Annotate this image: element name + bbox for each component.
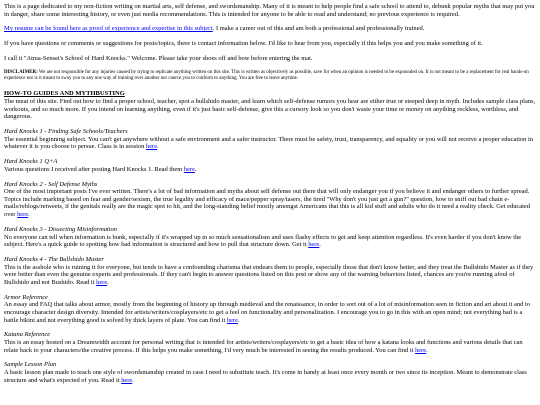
intro-paragraph: This is a page dedicated to my non-fiction writing on martial arts, self defense, and swordsmanship. Many of it is meant to help people find a safe school to attend to, debunk popular myths that may put you in danger, share some interesting history, or even just media recommendations. This is intended for anyone to be able to read and understand; no previous experience is required. <box>4 3 535 18</box>
guide-item <box>4 331 536 354</box>
guide-link[interactable]: here <box>183 165 195 173</box>
guide-text: An essay and FAQ that talks about armor, mostly from the beginning of history up through medieval and the renaissance, in order to sort out of a lot of misinformation seen in fiction and art about it and to encourage character design diversity. Intended for artists/writers/cosplayers/etc to get a feel on functionality and personalization. I encourage you to go in this with an open mind; not everything bad is a battle bikini and not everything good is solved by thick layers of plate. You can find it <box>4 301 530 324</box>
guide-text: One of the most important posts I've ever written. There's a lot of bad information and myths about self defense out there that will only endanger you if you believe it and endanger others to further spread. Topics include marking based on fear and gender/sexism, the true legality and efficacy of mace/pepper spray/tasers, the tired "Why don't you just get a gun?" question, how to sniff out bad chain e-mails/reblogs/retweets, if the genitals really are the magic spot to hit, and the long-standing belief mostly amongst Americans that this is all kid stuff and adults who do it need a reality check. Get educated over <box>4 188 531 219</box>
guide-punct: . <box>28 211 30 219</box>
resume-paragraph <box>4 25 536 33</box>
guide-text: A basic lesson plan made to teach one style of swordsmanship created in case I need to substitute teach. It's come in handy at least once every month or two since its inception. Meant to demonstrate class structure and what's expected of you. Read it <box>4 369 527 384</box>
guide-link[interactable]: here <box>121 376 133 384</box>
guide-text: No everyone can tell when information is bunk, especially if it's wrapped up in so much sensationalism and uses flashy effects to get and keep attention regardless. It's even harder if you don't know the subject. Here's a quick guide to spotting how bad information is structured and how to pull that structure down. Get it <box>4 233 522 249</box>
guide-description <box>4 166 536 174</box>
guide-text: Various questions I received after posting Hard Knocks 1. Read them <box>4 165 184 173</box>
guide-link[interactable]: here <box>17 211 29 219</box>
guide-description <box>4 339 536 354</box>
guide-link[interactable]: here <box>308 241 320 249</box>
welcome-paragraph: I call it "Atma-Sensei's School of Hard Knocks." Welcome. Please take your shoes off and bow before entering the mat. <box>4 55 313 63</box>
guide-punct: . <box>107 278 109 286</box>
guide-item <box>4 361 536 384</box>
guide-punct: . <box>426 346 428 354</box>
guide-punct: . <box>238 316 240 324</box>
guide-title: Hard Knocks 4 - The Bullshido Master <box>4 256 104 264</box>
guide-title: Armor Reference <box>4 293 48 301</box>
guide-description <box>4 369 536 384</box>
guide-text: The essential beginning subject. You can't get anywhere without a safe environment and a safer instructor. There must be safety, trust, transparency, and equality or you will not receive a proper education in whatever it is you choose to persue. Class is in session <box>4 135 533 151</box>
guide-description <box>4 136 536 151</box>
guide-item <box>4 128 536 151</box>
guide-description <box>4 234 536 249</box>
disclaimer-label: DISCLAIMER: <box>4 70 38 76</box>
guide-link[interactable]: here <box>145 143 158 151</box>
guide-item <box>4 158 536 173</box>
guide-title: Hard Knocks 1 Q+A <box>4 158 58 166</box>
guide-text: This is the asshole who is ruining it for everyone, but tends to have a confounding charisma that endears them to people, especially those that don't know better, and they treat the Bullshido Master as if they were better than even the genuine experts and professionals. If they can't begin to answer questions listed on this post or show any of the warning behaviors listed, chances are you're running afoul of Bullshido and not Bushido. Read it <box>4 263 534 286</box>
guide-title: Hard Knocks 3 - Dissecting Misinformation <box>4 225 117 233</box>
resume-rest-text: . I make a career out of this and am both a professional and professionally trained. <box>212 25 425 33</box>
disclaimer-text: We are not responsible for any injuries caused by trying to replicate anything written on this site. This is written as objectively as possible, save for when an opinion is needed to be expounded on. It is not meant to be a replacement for real hands-on experience nor is it meant to sway you to any one way of training over another nor coerce you to conform to anything. You are free to leave anytime. <box>4 70 529 82</box>
guide-description <box>4 264 536 287</box>
guide-title: Sample Lesson Plan <box>4 361 57 369</box>
guides-intro: The meat of this site. Find out how to find a proper school, teacher, spot a bullshido master, and learn which self-defense rumors you hear are either true or steeped deep in myth. Includes sample class plans, workouts, and so much more. If you intend on learning anything, even if it's just basic self-defense, give this a cursory look so you don't waste your time or money on anything reckless, worthless, and dangerous. <box>4 98 536 121</box>
guide-description <box>4 301 536 324</box>
guides-heading: HOW-TO GUIDES AND MYTHBUSTING <box>4 90 125 98</box>
guide-link[interactable]: here <box>415 346 427 354</box>
guide-punct: . <box>319 241 321 249</box>
guide-item <box>4 226 536 249</box>
resume-link[interactable]: My resume can be found here as proof of experience and expertise in this subject <box>4 25 213 33</box>
guide-link[interactable]: here <box>96 278 108 286</box>
guide-title: Hard Knocks 2 - Self Defense Myths <box>4 180 98 188</box>
guide-title: Hard Knocks 1 - Finding Safe Schools/Teachers <box>4 128 128 136</box>
guide-description <box>4 188 536 218</box>
guide-punct: . <box>132 376 134 384</box>
guide-title: Katana Reference <box>4 331 51 339</box>
guide-item <box>4 181 536 219</box>
disclaimer <box>4 70 536 82</box>
guide-text: This is an essay hosted on a Dreamwidth account for personal writing that is intended for artists/writers/cosplayers/etc to get a basic idea of how a katana looks and functions and various details that can relate back to your characters/the creative process. If this helps you make something, I'd very much be interested in seeing the results produced. You can find it <box>4 338 523 354</box>
guide-punct: . <box>157 143 159 151</box>
guide-link[interactable]: here <box>226 316 239 324</box>
guide-item <box>4 256 536 286</box>
contact-paragraph: If you have questions or comments or suggestions for posts/topics, there is contact information below. I'd like to hear from you, especially if this helps you and you make something of it. <box>4 40 483 48</box>
guide-punct: . <box>194 165 197 173</box>
guide-item <box>4 294 536 324</box>
